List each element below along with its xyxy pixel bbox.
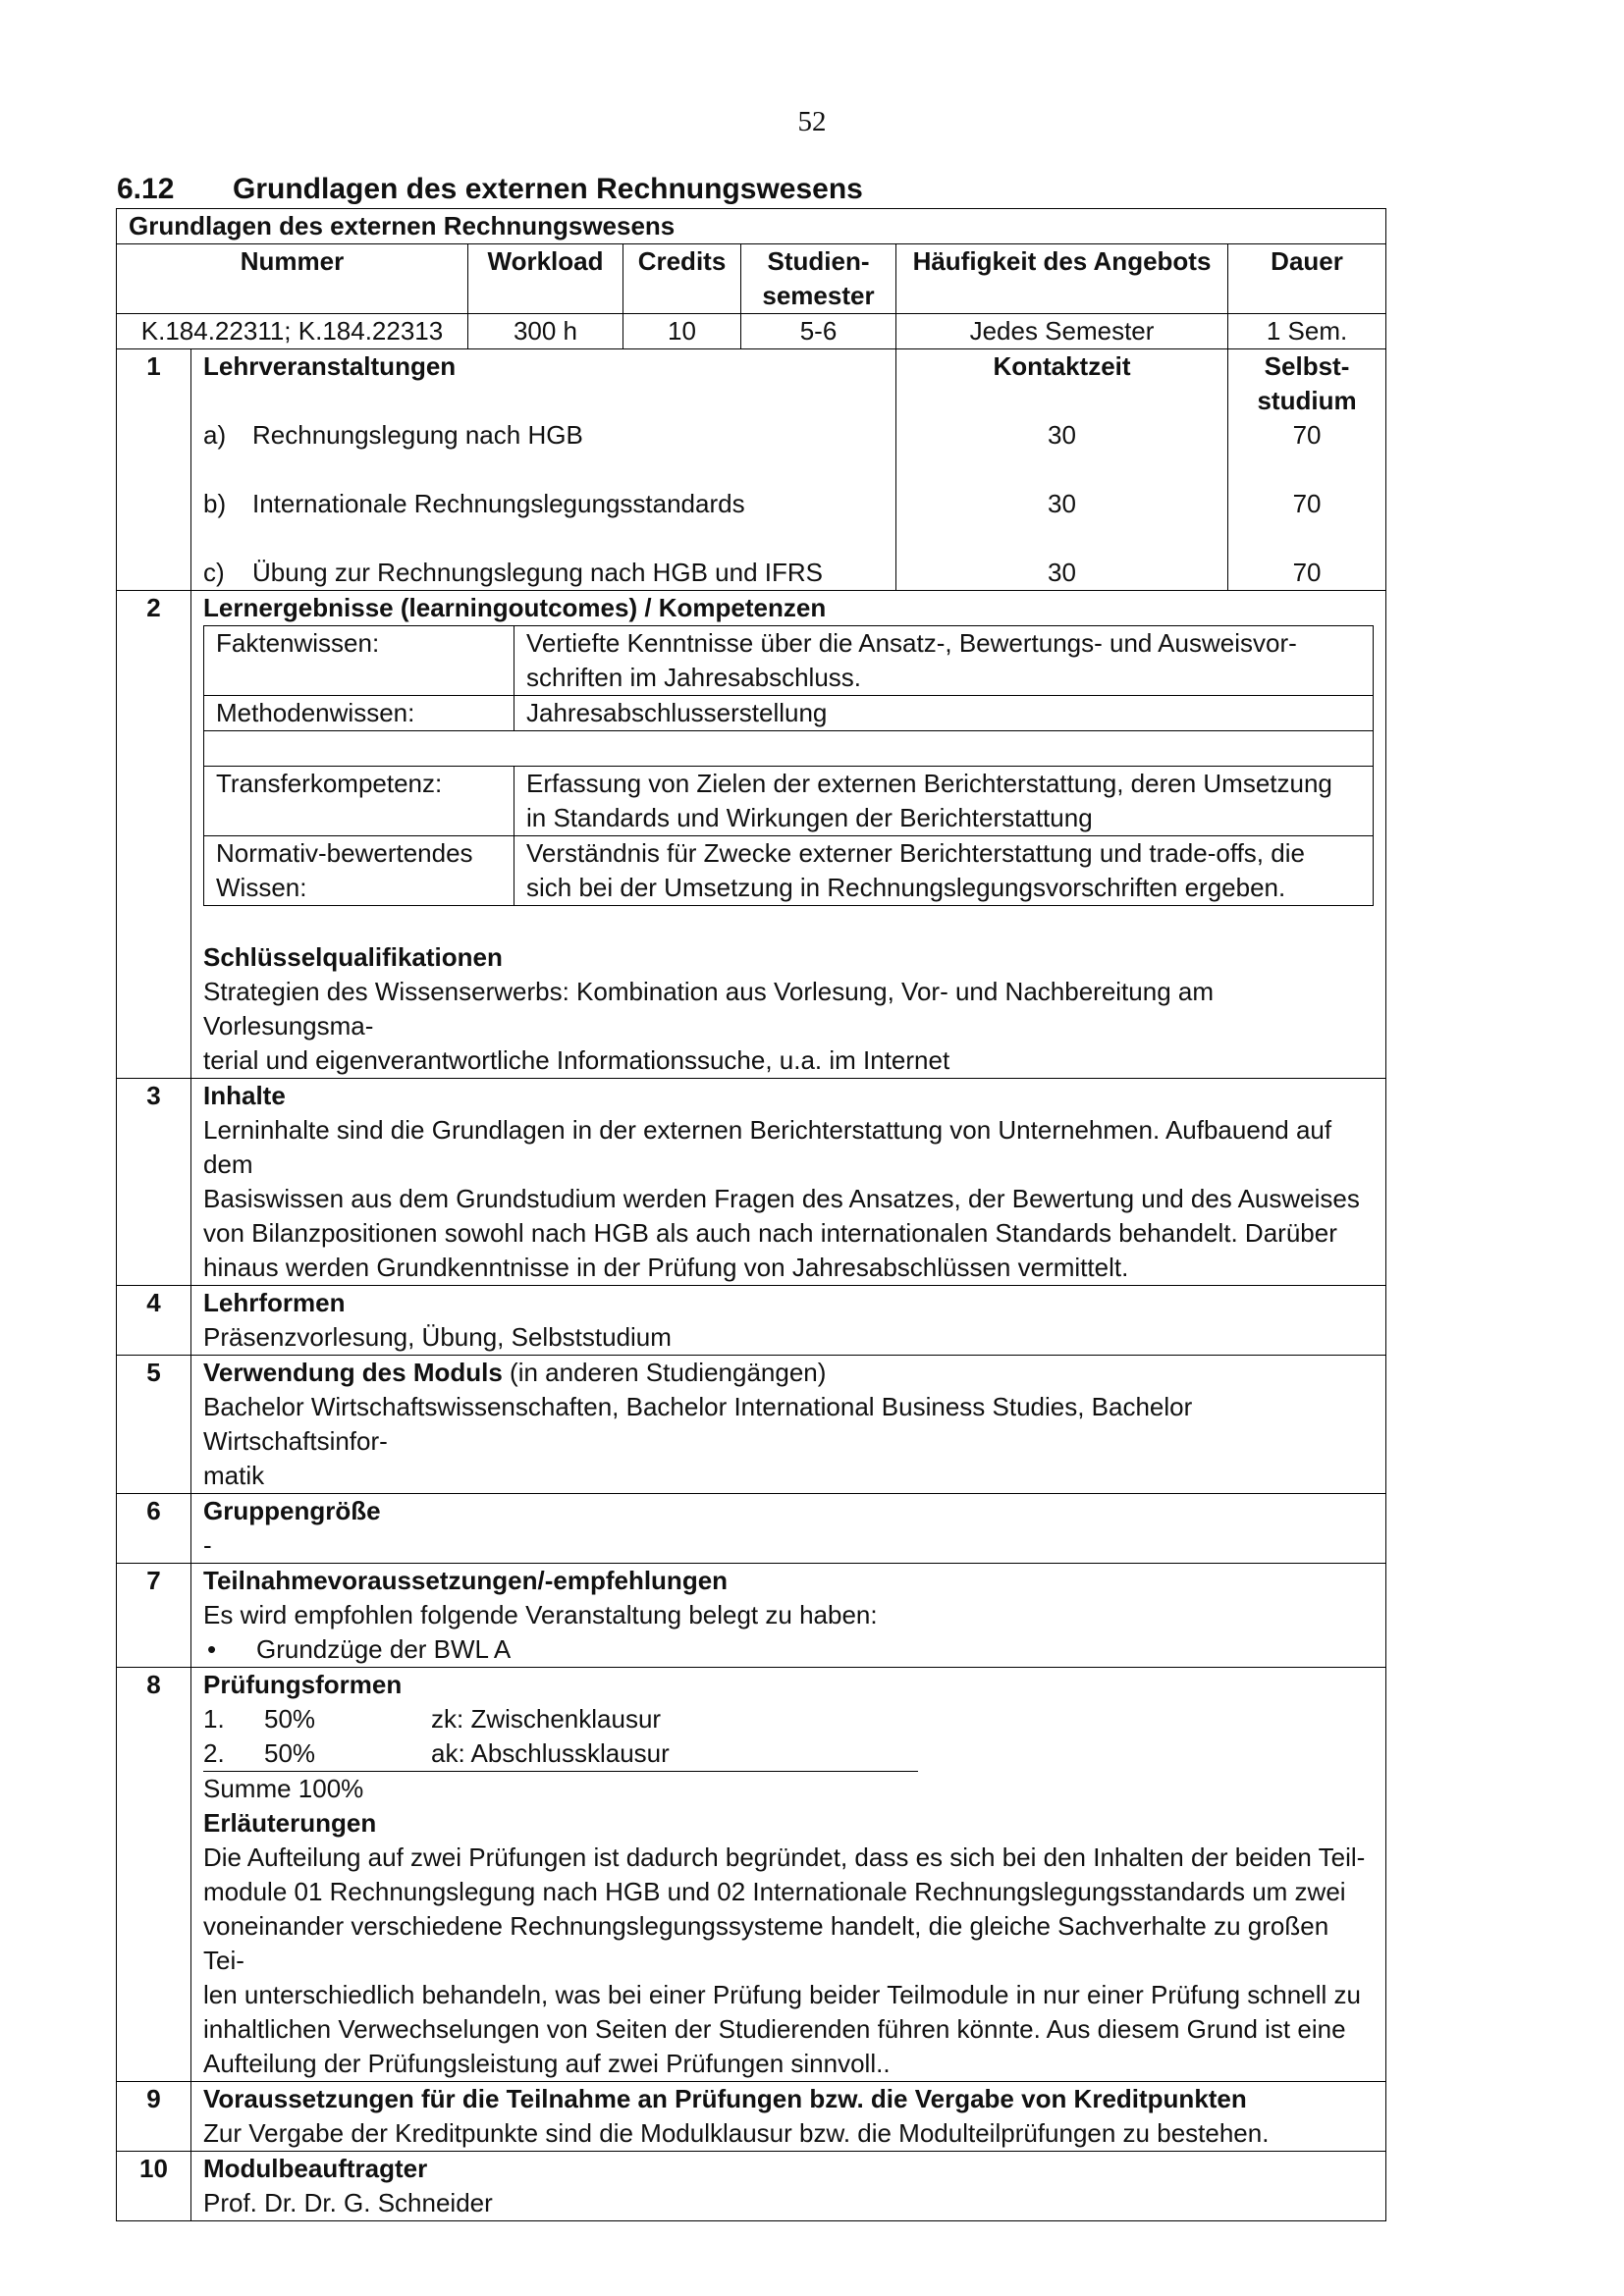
erlaeuterungen-line5: inhaltlichen Verwechselungen von Seiten der Studierenden führen könnte. Aus diesem Grund ist eine	[203, 2014, 1346, 2044]
lv-kontaktzeit-header: Kontaktzeit	[896, 349, 1228, 419]
lv-selbst-a: 70	[1292, 420, 1322, 450]
inhalte-line4: hinaus werden Grundkenntnisse in der Prüfung von Jahresabschlüssen vermittelt.	[203, 1253, 1129, 1282]
verwendung-title-suffix: (in anderen Studiengängen)	[502, 1358, 827, 1387]
value-credits: 10	[623, 314, 741, 349]
pruefung-summe: Summe 100%	[203, 1774, 364, 1803]
header-nummer: Nummer	[117, 244, 468, 314]
erlaeuterungen-line6: Aufteilung der Prüfungsleistung auf zwei Prüfungen sinnvoll..	[203, 2049, 891, 2078]
header-haeufigkeit: Häufigkeit des Angebots	[896, 244, 1228, 314]
erlaeuterungen-title: Erläuterungen	[203, 1808, 377, 1838]
lv-selbststudium-header	[1228, 349, 1386, 419]
header-credits: Credits	[623, 244, 741, 314]
pruefung-pct: 50%	[264, 1738, 316, 1768]
header-dauer: Dauer	[1228, 244, 1386, 314]
beauftragter-row	[117, 2152, 1386, 2221]
header-row	[117, 244, 1386, 314]
row-number-5: 5	[117, 1356, 191, 1494]
pruefung-content	[191, 1668, 1386, 2082]
erlaeuterungen-line1: Die Aufteilung auf zwei Prüfungen ist dadurch begründet, dass es sich bei den Inhalten der beiden Teil-	[203, 1842, 1366, 1872]
row-number-9: 9	[117, 2082, 191, 2152]
normativ-line1: Verständnis für Zwecke externer Berichterstattung und trade-offs, die	[526, 838, 1305, 868]
erlaeuterungen-line3: voneinander verschiedene Rechnungslegungssysteme handelt, die gleiche Sachverhalte zu großen Tei-	[203, 1911, 1329, 1975]
inhalte-row	[117, 1079, 1386, 1286]
lv-item-name: Übung zur Rechnungslegung nach HGB und IFRS	[252, 558, 824, 587]
lv-item-c	[203, 556, 884, 590]
header-studiensemester-line1: Studien-	[767, 246, 870, 276]
row-number-10: 10	[117, 2152, 191, 2221]
verwendung-line1: Bachelor Wirtschaftswissenschaften, Bachelor International Business Studies, Bachelor Wirtschaftsinfor-	[203, 1392, 1193, 1456]
lv-items	[191, 418, 896, 591]
lv-item-letter: a)	[203, 420, 227, 450]
inhalte-title: Inhalte	[203, 1081, 286, 1110]
ergebnisse-row	[117, 591, 1386, 1079]
lv-kontakt-b: 30	[1048, 489, 1076, 518]
row-number-3: 3	[117, 1079, 191, 1286]
schluessel-title: Schlüsselqualifikationen	[203, 942, 503, 972]
gruppe-content	[191, 1494, 1386, 1564]
teilnahme-row	[117, 1564, 1386, 1668]
methoden-text: Jahresabschlusserstellung	[514, 696, 1374, 731]
schluessel-line2: terial und eigenverantwortliche Informationssuche, u.a. im Internet	[203, 1045, 950, 1075]
lv-item-letter: b)	[203, 489, 227, 518]
bullet-icon: •	[207, 1634, 217, 1664]
pruefung-row-1	[203, 1702, 1374, 1736]
table-title-row	[117, 209, 1386, 244]
fakten-line2: schriften im Jahresabschluss.	[526, 663, 862, 692]
lv-item-name: Rechnungslegung nach HGB	[252, 420, 583, 450]
teilnahme-title: Teilnahmevoraussetzungen/-empfehlungen	[203, 1566, 729, 1595]
lehrformen-title: Lehrformen	[203, 1288, 346, 1317]
lv-item-a	[203, 418, 884, 453]
pruefung-row	[117, 1668, 1386, 2082]
inhalte-content	[191, 1079, 1386, 1286]
verwendung-heading	[203, 1356, 1374, 1390]
normativ-label-line2: Wissen:	[216, 873, 307, 902]
row-number-1: 1	[117, 349, 191, 591]
values-row	[117, 314, 1386, 349]
gruppe-title: Gruppengröße	[203, 1496, 381, 1525]
pruefung-row-2	[203, 1736, 918, 1772]
section-heading	[117, 173, 863, 206]
lv-selbst-c: 70	[1292, 558, 1322, 587]
lehrformen-content	[191, 1286, 1386, 1356]
lehrformen-row	[117, 1286, 1386, 1356]
lv-selbst-line1: Selbst-	[1264, 351, 1350, 381]
section-number: 6.12	[117, 173, 175, 205]
inhalte-line3: von Bilanzpositionen sowohl nach HGB als auch nach internationalen Standards behandelt. Darüber	[203, 1218, 1337, 1248]
teilnahme-text: Es wird empfohlen folgende Veranstaltung belegt zu haben:	[203, 1600, 878, 1629]
erlaeuterungen-line2: module 01 Rechnungslegung nach HGB und 02 Internationale Rechnungslegungsstandards um zwei	[203, 1877, 1346, 1906]
lv-kontakt-a: 30	[1048, 420, 1076, 450]
verwendung-row	[117, 1356, 1386, 1494]
lv-kontakt-c: 30	[1048, 558, 1076, 587]
row-number-7: 7	[117, 1564, 191, 1668]
row-number-8: 8	[117, 1668, 191, 2082]
voraussetzungen-row	[117, 2082, 1386, 2152]
methoden-label: Methodenwissen:	[204, 696, 514, 731]
inhalte-line2: Basiswissen aus dem Grundstudium werden Fragen des Ansatzes, der Bewertung und des Ausweises	[203, 1184, 1360, 1213]
inhalte-line1: Lerninhalte sind die Grundlagen in der externen Berichterstattung von Unternehmen. Aufbauend auf dem	[203, 1115, 1332, 1179]
lv-item-letter: c)	[203, 558, 225, 587]
pruefung-title: Prüfungsformen	[203, 1670, 403, 1699]
value-semester: 5-6	[741, 314, 896, 349]
schluessel-line1: Strategien des Wissenserwerbs: Kombination aus Vorlesung, Vor- und Nachbereitung am Vorlesungsma-	[203, 977, 1215, 1041]
normativ-line2: sich bei der Umsetzung in Rechnungslegungsvorschriften ergeben.	[526, 873, 1286, 902]
table-title: Grundlagen des externen Rechnungswesens	[117, 209, 1386, 244]
row-number-6: 6	[117, 1494, 191, 1564]
teilnahme-bullet-text: Grundzüge der BWL A	[256, 1634, 512, 1664]
lv-selbst-b: 70	[1292, 489, 1322, 518]
verwendung-content	[191, 1356, 1386, 1494]
beauftragter-title: Modulbeauftragter	[203, 2154, 428, 2183]
header-studiensemester	[741, 244, 896, 314]
lv-selbst-values	[1228, 418, 1386, 591]
section-title: Grundlagen des externen Rechnungswesens	[233, 173, 863, 205]
gruppe-row	[117, 1494, 1386, 1564]
pruefung-pct: 50%	[264, 1704, 316, 1734]
beauftragter-text: Prof. Dr. Dr. G. Schneider	[203, 2188, 493, 2217]
page-number: 52	[797, 106, 827, 137]
transfer-line2: in Standards und Wirkungen der Berichterstattung	[526, 803, 1093, 832]
lv-selbst-line2: studium	[1257, 386, 1357, 415]
pruefung-nr: 2.	[203, 1738, 225, 1768]
verwendung-line2: matik	[203, 1461, 265, 1490]
normativ-label-line1: Normativ-bewertendes	[216, 838, 473, 868]
erlaeuterungen-line4: len unterschiedlich behandeln, was bei einer Prüfung beider Teilmodule in nur einer Prüfung schnell zu	[203, 1980, 1361, 2009]
teilnahme-content	[191, 1564, 1386, 1668]
value-workload: 300 h	[468, 314, 623, 349]
ergebnisse-title: Lernergebnisse (learningoutcomes) / Kompetenzen	[203, 593, 827, 622]
lehrformen-text: Präsenzvorlesung, Übung, Selbststudium	[203, 1322, 672, 1352]
row-number-4: 4	[117, 1286, 191, 1356]
transfer-label: Transferkompetenz:	[204, 767, 514, 836]
ergebnisse-content	[191, 591, 1386, 1079]
fakten-label: Faktenwissen:	[204, 626, 514, 696]
gruppe-text: -	[203, 1530, 212, 1560]
value-nummer: K.184.22311; K.184.22313	[117, 314, 468, 349]
lv-item-name: Internationale Rechnungslegungsstandards	[252, 489, 745, 518]
lv-items-row	[117, 418, 1386, 591]
lv-item-b	[203, 487, 884, 521]
module-table	[116, 208, 1386, 2221]
value-dauer: 1 Sem.	[1228, 314, 1386, 349]
beauftragter-content	[191, 2152, 1386, 2221]
header-workload: Workload	[468, 244, 623, 314]
teilnahme-bullet-item	[203, 1632, 1374, 1667]
pruefung-desc: zk: Zwischenklausur	[431, 1704, 662, 1734]
fakten-line1: Vertiefte Kenntnisse über die Ansatz-, Bewertungs- und Ausweisvor-	[526, 628, 1297, 658]
verwendung-title: Verwendung des Moduls	[203, 1358, 503, 1387]
lv-kontakt-values	[896, 418, 1228, 591]
header-studiensemester-line2: semester	[762, 281, 875, 310]
voraussetzungen-text: Zur Vergabe der Kreditpunkte sind die Modulklausur bzw. die Modulteilprüfungen zu bestehen.	[203, 2118, 1270, 2148]
voraussetzungen-content	[191, 2082, 1386, 2152]
kompetenzen-table	[203, 625, 1374, 906]
lv-title: Lehrveranstaltungen	[191, 349, 896, 419]
lv-header-row	[117, 349, 1386, 419]
pruefung-nr: 1.	[203, 1704, 225, 1734]
pruefung-desc: ak: Abschlussklausur	[431, 1738, 670, 1768]
voraussetzungen-title: Voraussetzungen für die Teilnahme an Prüfungen bzw. die Vergabe von Kreditpunkten	[203, 2084, 1247, 2113]
value-haeufigkeit: Jedes Semester	[896, 314, 1228, 349]
row-number-2: 2	[117, 591, 191, 1079]
transfer-line1: Erfassung von Zielen der externen Berichterstattung, deren Umsetzung	[526, 769, 1332, 798]
